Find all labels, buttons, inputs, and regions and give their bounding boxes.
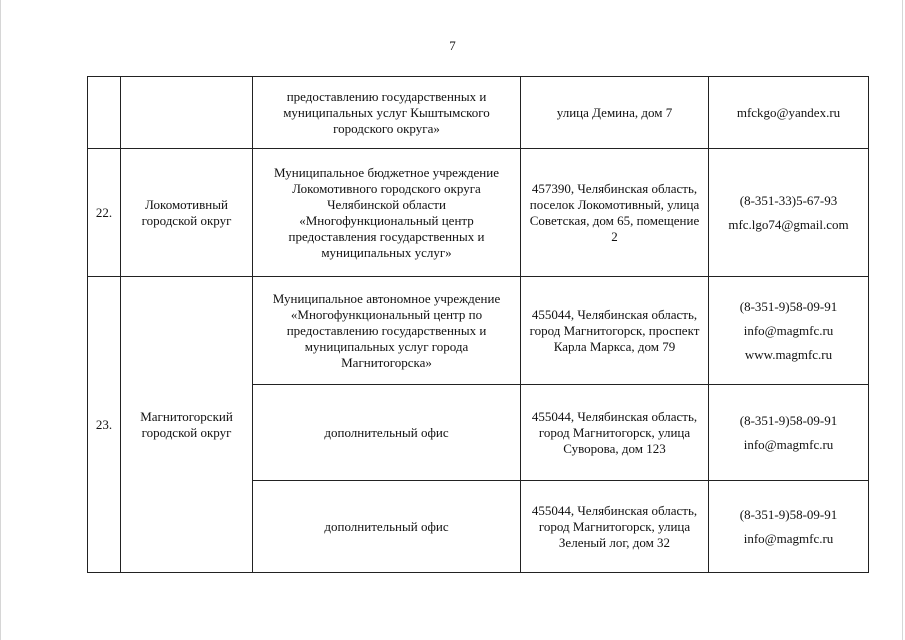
row-number-cell bbox=[88, 77, 121, 149]
email-text: mfc.lgo74@gmail.com bbox=[728, 216, 849, 232]
address-cell: 455044, Челябинская область, город Магнитогорск, улица Суворова, дом 123 bbox=[521, 385, 709, 481]
district-cell: Магнитогорский городской округ bbox=[121, 277, 253, 573]
contacts-cell bbox=[709, 77, 869, 149]
contacts-cell bbox=[709, 385, 869, 481]
contacts-cell bbox=[709, 481, 869, 573]
table-row bbox=[88, 149, 869, 277]
phone-text: (8-351-9)58-09-91 bbox=[739, 412, 838, 428]
organization-cell: Муниципальное бюджетное учреждение Локомотивного городского округа Челябинской области «Многофункциональный центр предоставления государственных и муниципальных услуг» bbox=[253, 149, 521, 277]
organization-cell: дополнительный офис bbox=[253, 385, 521, 481]
email-text: info@magmfc.ru bbox=[743, 322, 834, 338]
scan-edge-right bbox=[902, 0, 903, 640]
scan-edge-left bbox=[0, 0, 1, 640]
address-cell: 455044, Челябинская область, город Магнитогорск, проспект Карла Маркса, дом 79 bbox=[521, 277, 709, 385]
email-text: mfckgo@yandex.ru bbox=[736, 104, 841, 120]
email-text: info@magmfc.ru bbox=[743, 530, 834, 546]
email-text: info@magmfc.ru bbox=[743, 436, 834, 452]
district-cell: Локомотивный городской округ bbox=[121, 149, 253, 277]
phone-text: (8-351-9)58-09-91 bbox=[739, 506, 838, 522]
page-number: 7 bbox=[449, 38, 456, 53]
phone-text: (8-351-9)58-09-91 bbox=[739, 298, 838, 314]
organization-cell: Муниципальное автономное учреждение «Многофункциональный центр по предоставлению государственных и муниципальных услуг города Магнитогорска» bbox=[253, 277, 521, 385]
contacts-cell bbox=[709, 149, 869, 277]
district-cell bbox=[121, 77, 253, 149]
row-number-cell: 23. bbox=[88, 277, 121, 573]
mfc-table bbox=[87, 76, 869, 573]
organization-cell: дополнительный офис bbox=[253, 481, 521, 573]
website-text: www.magmfc.ru bbox=[744, 346, 833, 362]
row-number-cell: 22. bbox=[88, 149, 121, 277]
contacts-cell bbox=[709, 277, 869, 385]
table-row bbox=[88, 277, 869, 385]
organization-cell: предоставлению государственных и муниципальных услуг Кыштымского городского округа» bbox=[253, 77, 521, 149]
phone-text: (8-351-33)5-67-93 bbox=[739, 192, 838, 208]
address-cell: 455044, Челябинская область, город Магнитогорск, улица Зеленый лог, дом 32 bbox=[521, 481, 709, 573]
address-cell: 457390, Челябинская область, поселок Локомотивный, улица Советская, дом 65, помещение 2 bbox=[521, 149, 709, 277]
address-cell: улица Демина, дом 7 bbox=[521, 77, 709, 149]
table-row bbox=[88, 77, 869, 149]
